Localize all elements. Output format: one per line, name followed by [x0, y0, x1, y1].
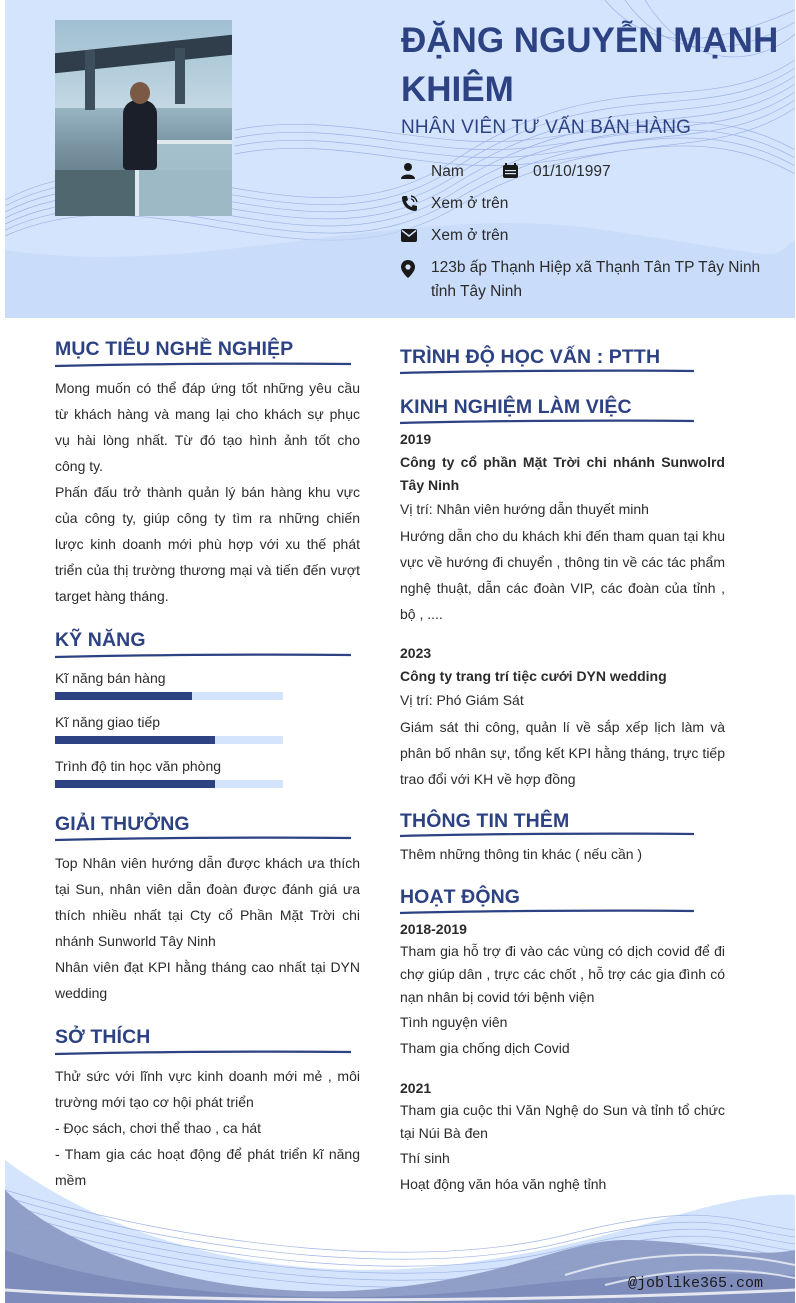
activity-1-note: Tham gia chống dịch Covid	[400, 1040, 570, 1056]
location-icon	[401, 260, 419, 278]
skill-label-3: Trình độ tin học văn phòng	[55, 758, 222, 774]
activities-underline	[400, 908, 694, 916]
experience-underline	[400, 418, 694, 426]
calendar-icon	[503, 163, 521, 181]
phone-row	[401, 192, 701, 216]
address-value: 123b ấp Thạnh Hiệp xã Thạnh Tân TP Tây Ninh tỉnh Tây Ninh	[431, 259, 761, 300]
phone-value: Xem ở trên	[431, 195, 509, 212]
activity-1-year: 2018-2019	[400, 921, 467, 937]
hobbies-paragraph-2: - Đọc sách, chơi thể thao , ca hát	[55, 1120, 262, 1136]
profile-photo	[55, 20, 232, 216]
awards-paragraph-1: Top Nhân viên hướng dẫn được khách ưa thích tại Sun, nhân viên dẫn đoàn được đánh giá ưa thích nhiều nhất tại Cty cổ Phần Mặt Trời chi nhánh Sunworld Tây Ninh	[55, 855, 360, 949]
birthdate-value: 01/10/1997	[533, 163, 611, 180]
gender-value: Nam	[431, 163, 464, 180]
skills-underline	[55, 652, 351, 660]
site-watermark: @joblike365.com	[628, 1275, 764, 1292]
experience-heading: KINH NGHIỆM LÀM VIỆC	[400, 396, 632, 418]
skill-bar-1	[55, 692, 283, 700]
skill-bar-2	[55, 736, 283, 744]
experience-1-position: Vị trí: Nhân viên hướng dẫn thuyết minh	[400, 501, 649, 517]
objective-heading: MỤC TIÊU NGHỀ NGHIỆP	[55, 338, 294, 360]
experience-2-description: Giám sát thi công, quản lí về sắp xếp lịch làm và phân bố nhân sự, tổng kết KPI hằng tháng, trực tiếp trao đổi với KH về hợp đồng	[400, 719, 725, 787]
activity-2-note: Hoạt động văn hóa văn nghệ tỉnh	[400, 1176, 607, 1192]
experience-2-position: Vị trí: Phó Giám Sát	[400, 692, 524, 708]
hobbies-paragraph-3: - Tham gia các hoạt động để phát triển kĩ năng mềm	[55, 1146, 360, 1188]
activity-2-description: Tham gia cuộc thi Văn Nghệ do Sun và tỉnh tổ chức tại Núi Bà đen	[400, 1102, 725, 1141]
activity-2-role: Thí sinh	[400, 1150, 450, 1166]
objective-underline	[55, 361, 351, 369]
skills-heading: KỸ NĂNG	[55, 629, 146, 651]
email-value: Xem ở trên	[431, 227, 509, 244]
cv-header	[5, 0, 795, 318]
birthdate-row	[503, 160, 703, 184]
activity-1-role: Tình nguyện viên	[400, 1014, 508, 1030]
experience-1-company: Công ty cổ phần Mặt Trời chi nhánh Sunwolrd Tây Ninh	[400, 454, 725, 493]
education-underline	[400, 368, 694, 376]
skill-bar-3	[55, 780, 283, 788]
extra-info-heading: THÔNG TIN THÊM	[400, 810, 570, 832]
awards-underline	[55, 835, 351, 843]
objective-paragraph-1: Mong muốn có thể đáp ứng tốt những yêu cầu từ khách hàng và mang lại cho khách sự phục vụ hài lòng nhất. Từ đó tạo hình ảnh tốt cho công ty.	[55, 380, 360, 474]
experience-2-year: 2023	[400, 645, 432, 661]
skill-label-2: Kĩ năng giao tiếp	[55, 714, 161, 730]
extra-info-underline	[400, 831, 694, 839]
experience-2-company: Công ty trang trí tiệc cưới DYN wedding	[400, 668, 667, 684]
activity-1-description: Tham gia hỗ trợ đi vào các vùng có dịch covid để đi chợ giúp dân , trực các chốt , hỗ trợ các gia đình có nạn nhân bị covid tới bệnh viện	[400, 943, 725, 1005]
activities-heading: HOẠT ĐỘNG	[400, 886, 521, 908]
activity-2-year: 2021	[400, 1080, 432, 1096]
skill-label-1: Kĩ năng bán hàng	[55, 670, 166, 686]
job-title: NHÂN VIÊN TƯ VẤN BÁN HÀNG	[401, 117, 692, 138]
user-icon	[401, 163, 419, 181]
hobbies-underline	[55, 1049, 351, 1057]
cv-page	[5, 0, 795, 1303]
hobbies-paragraph-1: Thử sức với lĩnh vực kinh doanh mới mẻ , môi trường mới tạo cơ hội phát triển	[55, 1068, 360, 1110]
awards-heading: GIẢI THƯỞNG	[55, 813, 190, 835]
gender-row	[401, 160, 501, 184]
objective-paragraph-2: Phấn đấu trở thành quản lý bán hàng khu vực của công ty, giúp công ty tìm ra những chiến lược kinh doanh mới phù hợp với xu thế phát triển của thị trường thương mại và tiến đến vượt target hàng tháng.	[55, 484, 360, 604]
skill-bar-1-fill	[55, 692, 192, 700]
phone-icon	[401, 195, 419, 213]
experience-1-year: 2019	[400, 431, 432, 447]
skill-bar-2-fill	[55, 736, 215, 744]
extra-info-text: Thêm những thông tin khác ( nếu cần )	[400, 846, 643, 862]
experience-1-description: Hướng dẫn cho du khách khi đến tham quan tại khu vực về hướng đi chuyển , thông tin về các tác phẩm nghệ thuật, dẫn các đoàn VIP, các đoàn của tỉnh , bộ , ....	[400, 528, 725, 622]
email-row	[401, 224, 701, 248]
awards-paragraph-2: Nhân viên đạt KPI hằng tháng cao nhất tại DYN wedding	[55, 959, 360, 1001]
email-icon	[401, 229, 419, 247]
candidate-name: ĐẶNG NGUYỄN MẠNH KHIÊM	[401, 21, 779, 109]
education-heading: TRÌNH ĐỘ HỌC VẤN : PTTH	[400, 346, 661, 368]
skill-bar-3-fill	[55, 780, 215, 788]
hobbies-heading: SỞ THÍCH	[55, 1026, 151, 1048]
address-row	[401, 256, 771, 306]
